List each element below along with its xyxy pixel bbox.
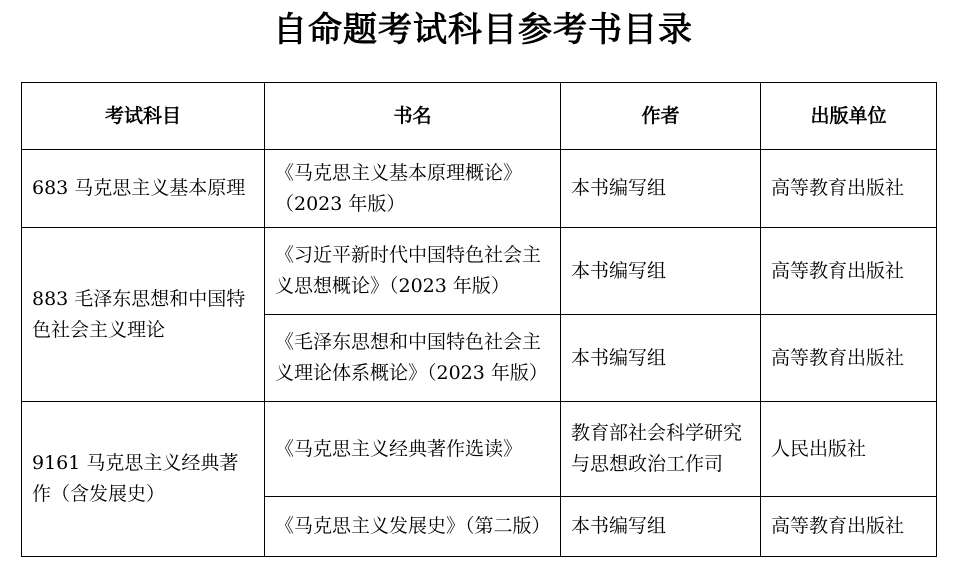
header-author: 作者 (561, 83, 761, 150)
book-title-cell: 《毛泽东思想和中国特色社会主义理论体系概论》（2023 年版） (265, 315, 561, 402)
publisher-cell: 高等教育出版社 (761, 315, 937, 402)
document-title: 自命题考试科目参考书目录 (273, 10, 693, 50)
book-title-cell: 《马克思主义发展史》（第二版） (265, 497, 561, 557)
subject-cell: 883 毛泽东思想和中国特色社会主义理论 (22, 228, 265, 402)
book-title-cell: 《习近平新时代中国特色社会主义思想概论》（2023 年版） (265, 228, 561, 315)
publisher-cell: 高等教育出版社 (761, 497, 937, 557)
table-row (22, 228, 937, 315)
reference-books-table (21, 82, 937, 557)
author-cell: 本书编写组 (561, 315, 761, 402)
book-title-cell: 《马克思主义基本原理概论》（2023 年版） (265, 150, 561, 228)
book-title-cell: 《马克思主义经典著作选读》 (265, 402, 561, 497)
publisher-cell: 高等教育出版社 (761, 228, 937, 315)
header-publisher: 出版单位 (761, 83, 937, 150)
table-row (22, 402, 937, 497)
table-header-row (22, 83, 937, 150)
header-book-title: 书名 (265, 83, 561, 150)
subject-cell: 683 马克思主义基本原理 (22, 150, 265, 228)
publisher-cell: 高等教育出版社 (761, 150, 937, 228)
author-cell: 本书编写组 (561, 228, 761, 315)
header-subject: 考试科目 (22, 83, 265, 150)
table-row (22, 150, 937, 228)
publisher-cell: 人民出版社 (761, 402, 937, 497)
author-cell: 教育部社会科学研究与思想政治工作司 (561, 402, 761, 497)
author-cell: 本书编写组 (561, 150, 761, 228)
author-cell: 本书编写组 (561, 497, 761, 557)
subject-cell: 9161 马克思主义经典著作（含发展史） (22, 402, 265, 557)
